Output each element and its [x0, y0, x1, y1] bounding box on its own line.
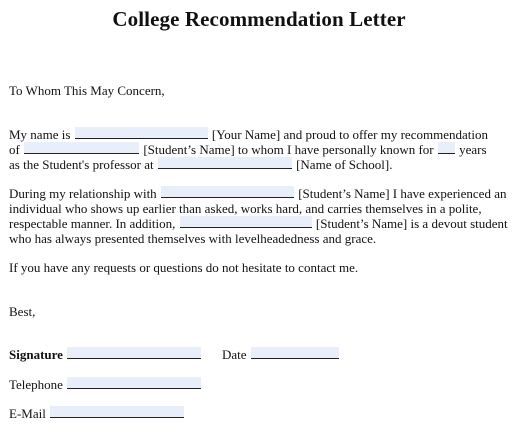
signature-label: Signature: [9, 347, 63, 362]
signature-field[interactable]: [67, 347, 201, 359]
date-label: Date: [222, 347, 247, 362]
text: My name is: [9, 127, 71, 142]
paragraph-1-line-1: [9, 127, 488, 142]
text: respectable manner. In addition,: [9, 216, 176, 231]
paragraph-2-line-2: individual who shows up earlier than asked, works hard, and carries themselves in a polite,: [9, 201, 482, 216]
paragraph-2-line-3: [9, 216, 508, 231]
text: as the Student's professor at: [9, 157, 154, 172]
years-field[interactable]: [438, 142, 455, 154]
paragraph-3: If you have any requests or questions do not hesitate to contact me.: [9, 260, 359, 275]
salutation: To Whom This May Concern,: [9, 83, 165, 98]
paragraph-2-line-1: [9, 186, 506, 201]
closing: Best,: [9, 304, 36, 319]
text: years: [459, 142, 487, 157]
text: [Student’s Name] I have experienced an: [298, 186, 507, 201]
letter-title: College Recommendation Letter: [112, 7, 406, 31]
telephone-row: [9, 377, 202, 392]
telephone-field[interactable]: [67, 377, 201, 389]
text: of: [9, 142, 20, 157]
signature-row: [9, 347, 202, 362]
student-name-field[interactable]: [161, 186, 294, 198]
paragraph-2-line-4: who has always presented themselves with levelheadedness and grace.: [9, 231, 377, 246]
student-name-field[interactable]: [24, 142, 139, 154]
text: During my relationship with: [9, 186, 157, 201]
date-row: [222, 347, 340, 362]
text: [Student’s Name] is a devout student: [315, 216, 508, 231]
email-row: [9, 406, 185, 421]
paragraph-1-line-3: [9, 157, 392, 172]
student-name-field[interactable]: [180, 216, 312, 228]
telephone-label: Telephone: [9, 377, 63, 392]
text: [Your Name] and proud to offer my recommendation: [211, 127, 488, 142]
email-label: E-Mail: [9, 406, 46, 421]
paragraph-1-line-2: [9, 142, 487, 157]
school-name-field[interactable]: [158, 157, 292, 169]
email-field[interactable]: [50, 406, 184, 418]
text: [Name of School].: [296, 157, 393, 172]
date-field[interactable]: [251, 347, 339, 359]
your-name-field[interactable]: [75, 127, 208, 139]
text: [Student’s Name] to whom I have personally known for: [143, 142, 434, 157]
